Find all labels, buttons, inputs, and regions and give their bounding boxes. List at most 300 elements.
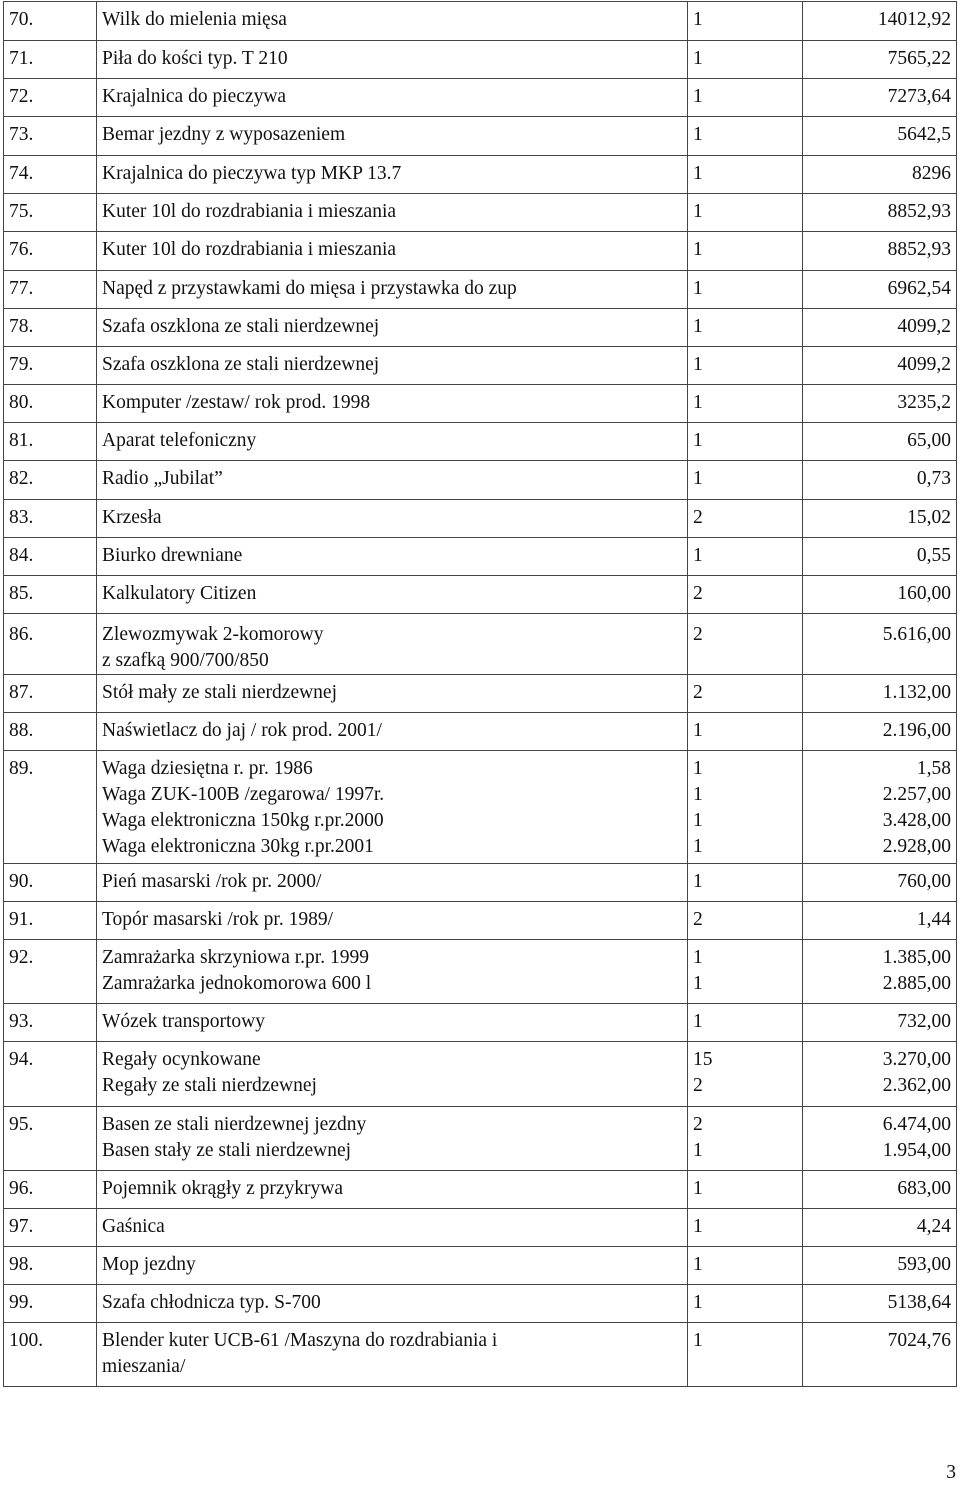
item-value: 683,00 [897,1178,951,1199]
table-row [4,1042,957,1107]
item-quantity: 1 [693,1330,703,1351]
item-quantity-cell [688,1209,803,1247]
item-number: 93. [9,1011,34,1032]
item-quantity: 1 [693,392,703,413]
item-value: 5138,64 [887,1292,951,1313]
table-row [4,1209,957,1247]
item-value-cell [803,232,957,271]
item-name: Naświetlacz do jaj / rok prod. 2001/ [102,720,382,741]
table-row [4,1285,957,1323]
item-quantity-cell [688,385,803,423]
item-number-cell [4,1042,97,1107]
item-value: 7565,22 [887,48,951,69]
item-name: Krzesła [102,507,162,528]
item-quantity-cell [688,271,803,309]
item-name: z szafką 900/700/850 [102,650,269,671]
item-quantity-cell [688,461,803,500]
item-value: 1,44 [916,909,951,930]
item-number: 91. [9,909,34,930]
item-number-cell [4,232,97,271]
table-row [4,423,957,461]
item-quantity-cell [688,1285,803,1323]
item-number: 96. [9,1178,34,1199]
item-value-cell [803,461,957,500]
item-quantity: 1 [693,201,703,222]
table-row [4,232,957,271]
item-quantity: 1 [693,545,703,566]
table-row [4,576,957,614]
item-quantity: 2 [693,1075,703,1096]
item-number: 83. [9,507,34,528]
item-quantity: 1 [693,1254,703,1275]
item-name: Waga dziesiętna r. pr. 1986 [102,758,313,779]
item-name: Krajalnica do pieczywa typ MKP 13.7 [102,163,402,184]
item-name-cell [97,309,688,347]
item-value-cell [803,940,957,1004]
item-number: 80. [9,392,34,413]
item-name-cell [97,385,688,423]
item-number-cell [4,864,97,902]
item-name: Kuter 10l do rozdrabiania i mieszania [102,201,397,222]
item-name: Waga elektroniczna 30kg r.pr.2001 [102,836,374,857]
item-value: 2.928,00 [882,836,951,857]
item-value: 1.132,00 [882,682,951,703]
item-number: 99. [9,1292,34,1313]
item-quantity: 1 [693,1140,703,1161]
item-name-cell [97,1285,688,1323]
item-value: 160,00 [897,583,951,604]
item-name: Stół mały ze stali nierdzewnej [102,682,338,703]
table-row [4,713,957,751]
item-quantity-cell [688,347,803,385]
table-row [4,271,957,309]
item-value: 8852,93 [887,239,951,260]
item-quantity-cell [688,79,803,117]
table-row [4,156,957,194]
item-name-cell [97,271,688,309]
table-row [4,940,957,1004]
item-number-cell [4,2,97,41]
item-quantity-cell [688,675,803,713]
table-row [4,117,957,156]
item-value: 5642,5 [897,124,951,145]
item-name: Zamrażarka skrzyniowa r.pr. 1999 [102,947,369,968]
item-value-cell [803,902,957,940]
item-number-cell [4,1209,97,1247]
item-value-cell [803,713,957,751]
item-name: Zlewozmywak 2-komorowy [102,624,324,645]
item-name-cell [97,1247,688,1285]
item-value: 8852,93 [887,201,951,222]
item-name: Aparat telefoniczny [102,430,257,451]
table-row [4,538,957,576]
item-number-cell [4,1171,97,1209]
item-number-cell [4,1285,97,1323]
item-name-cell [97,1171,688,1209]
item-value-cell [803,1171,957,1209]
item-value: 2.196,00 [882,720,951,741]
item-value-cell [803,79,957,117]
item-value-cell [803,1107,957,1171]
item-number: 89. [9,758,34,779]
item-quantity: 1 [693,48,703,69]
item-number-cell [4,713,97,751]
item-quantity-cell [688,1004,803,1042]
item-value-cell [803,309,957,347]
item-number-cell [4,385,97,423]
item-name-cell [97,41,688,79]
item-quantity-cell [688,2,803,41]
item-name: Pień masarski /rok pr. 2000/ [102,871,322,892]
item-quantity: 1 [693,720,703,741]
item-quantity: 2 [693,682,703,703]
table-row [4,41,957,79]
item-quantity-cell [688,232,803,271]
item-name: Regały ocynkowane [102,1049,261,1070]
item-name: Zamrażarka jednokomorowa 600 l [102,973,372,994]
item-number-cell [4,940,97,1004]
item-quantity-cell [688,751,803,864]
table-row [4,1171,957,1209]
item-quantity-cell [688,1171,803,1209]
item-quantity: 2 [693,909,703,930]
table-row [4,675,957,713]
item-number: 73. [9,124,34,145]
item-number-cell [4,675,97,713]
item-value: 0,73 [916,468,951,489]
item-number-cell [4,79,97,117]
item-name: Waga elektroniczna 150kg r.pr.2000 [102,810,384,831]
item-value: 4099,2 [897,316,951,337]
item-number-cell [4,500,97,538]
item-value: 1.954,00 [882,1140,951,1161]
item-quantity-cell [688,713,803,751]
item-number: 82. [9,468,34,489]
item-quantity: 15 [693,1049,713,1070]
item-name: Wózek transportowy [102,1011,265,1032]
table-row [4,194,957,232]
item-quantity: 1 [693,163,703,184]
item-name: Krajalnica do pieczywa [102,86,287,107]
item-quantity: 1 [693,1216,703,1237]
item-number: 71. [9,48,34,69]
item-quantity: 2 [693,583,703,604]
item-number-cell [4,156,97,194]
item-name: Szafa oszklona ze stali nierdzewnej [102,354,380,375]
item-number: 97. [9,1216,34,1237]
item-name: Kalkulatory Citizen [102,583,257,604]
item-name-cell [97,751,688,864]
item-value: 7024,76 [887,1330,951,1351]
item-quantity-cell [688,423,803,461]
item-number-cell [4,117,97,156]
item-value-cell [803,347,957,385]
item-quantity: 1 [693,430,703,451]
item-quantity: 1 [693,784,703,805]
item-name: Komputer /zestaw/ rok prod. 1998 [102,392,371,413]
item-value-cell [803,538,957,576]
item-value: 2.362,00 [882,1075,951,1096]
item-number: 84. [9,545,34,566]
item-quantity: 1 [693,1178,703,1199]
item-name: Waga ZUK-100B /zegarowa/ 1997r. [102,784,385,805]
item-quantity: 1 [693,871,703,892]
item-value-cell [803,1323,957,1387]
item-value: 65,00 [907,430,951,451]
item-value: 3.270,00 [882,1049,951,1070]
item-value-cell [803,385,957,423]
item-name: Bemar jezdny z wyposazeniem [102,124,346,145]
item-name-cell [97,461,688,500]
item-quantity-cell [688,41,803,79]
item-value: 4,24 [916,1216,951,1237]
page-number: 3 [946,1462,956,1483]
item-number: 79. [9,354,34,375]
item-name-cell [97,1323,688,1387]
item-name: Radio „Jubilat” [102,468,223,489]
item-name-cell [97,940,688,1004]
item-number: 94. [9,1049,34,1070]
item-name: Topór masarski /rok pr. 1989/ [102,909,333,930]
item-quantity: 1 [693,973,703,994]
item-value-cell [803,1042,957,1107]
item-name-cell [97,713,688,751]
item-value: 15,02 [907,507,951,528]
item-quantity: 1 [693,124,703,145]
item-number: 85. [9,583,34,604]
item-quantity: 1 [693,278,703,299]
item-name: Biurko drewniane [102,545,243,566]
item-quantity: 1 [693,1292,703,1313]
item-quantity-cell [688,1107,803,1171]
item-number-cell [4,194,97,232]
item-name: Blender kuter UCB-61 /Maszyna do rozdrabiania i [102,1330,498,1351]
item-value-cell [803,1285,957,1323]
item-value: 1.385,00 [882,947,951,968]
item-quantity-cell [688,500,803,538]
item-value-cell [803,864,957,902]
item-name-cell [97,194,688,232]
item-value: 7273,64 [887,86,951,107]
inventory-table [3,1,957,1387]
item-value: 5.616,00 [882,624,951,645]
item-name-cell [97,347,688,385]
item-quantity: 1 [693,9,703,30]
item-quantity: 1 [693,836,703,857]
item-quantity-cell [688,1323,803,1387]
item-value: 593,00 [897,1254,951,1275]
item-number-cell [4,576,97,614]
item-value-cell [803,1209,957,1247]
item-name-cell [97,1004,688,1042]
item-quantity-cell [688,194,803,232]
item-number-cell [4,423,97,461]
table-row [4,751,957,864]
item-value-cell [803,156,957,194]
item-quantity: 2 [693,507,703,528]
item-name-cell [97,538,688,576]
item-value-cell [803,2,957,41]
item-quantity-cell [688,940,803,1004]
item-quantity-cell [688,1247,803,1285]
item-number: 76. [9,239,34,260]
item-name-cell [97,79,688,117]
item-number-cell [4,1247,97,1285]
item-quantity: 1 [693,947,703,968]
item-value: 2.885,00 [882,973,951,994]
item-name: Kuter 10l do rozdrabiania i mieszania [102,239,397,260]
table-row [4,461,957,500]
item-value-cell [803,500,957,538]
table-row [4,385,957,423]
item-name: Basen stały ze stali nierdzewnej [102,1140,352,1161]
item-name: Regały ze stali nierdzewnej [102,1075,317,1096]
item-quantity: 1 [693,86,703,107]
item-name: Basen ze stali nierdzewnej jezdny [102,1114,367,1135]
item-value-cell [803,751,957,864]
item-quantity: 1 [693,239,703,260]
item-value: 3.428,00 [882,810,951,831]
table-row [4,347,957,385]
item-value-cell [803,423,957,461]
item-value: 6.474,00 [882,1114,951,1135]
item-name-cell [97,2,688,41]
item-name: Szafa chłodnicza typ. S-700 [102,1292,321,1313]
item-number: 74. [9,163,34,184]
item-quantity-cell [688,309,803,347]
item-number: 70. [9,9,34,30]
item-number-cell [4,271,97,309]
item-number: 88. [9,720,34,741]
item-value: 6962,54 [887,278,951,299]
item-name-cell [97,1107,688,1171]
inventory-table-body [4,2,957,1387]
table-row [4,79,957,117]
item-name: Napęd z przystawkami do mięsa i przystawka do zup [102,278,517,299]
item-value-cell [803,271,957,309]
table-row [4,1247,957,1285]
item-quantity-cell [688,1042,803,1107]
item-name: Gaśnica [102,1216,165,1237]
item-name: Mop jezdny [102,1254,196,1275]
item-quantity-cell [688,538,803,576]
item-name-cell [97,500,688,538]
item-value: 732,00 [897,1011,951,1032]
table-row [4,1323,957,1387]
table-row [4,864,957,902]
item-name-cell [97,1042,688,1107]
table-row [4,902,957,940]
item-quantity: 1 [693,468,703,489]
item-number-cell [4,538,97,576]
item-number: 78. [9,316,34,337]
item-name: mieszania/ [102,1356,186,1377]
item-value: 1,58 [916,758,951,779]
item-name-cell [97,232,688,271]
item-value: 8296 [912,163,951,184]
item-value-cell [803,1004,957,1042]
item-value-cell [803,41,957,79]
item-number-cell [4,347,97,385]
item-number-cell [4,614,97,675]
item-value-cell [803,614,957,675]
item-name: Pojemnik okrągły z przykrywa [102,1178,343,1199]
item-number: 90. [9,871,34,892]
table-row [4,1004,957,1042]
item-value: 0,55 [916,545,951,566]
item-quantity: 2 [693,624,703,645]
item-quantity-cell [688,864,803,902]
item-quantity-cell [688,614,803,675]
item-name: Szafa oszklona ze stali nierdzewnej [102,316,380,337]
item-number: 75. [9,201,34,222]
item-quantity: 1 [693,316,703,337]
item-quantity: 1 [693,1011,703,1032]
item-number-cell [4,41,97,79]
item-name-cell [97,614,688,675]
item-number: 100. [9,1330,44,1351]
item-number-cell [4,461,97,500]
table-row [4,309,957,347]
item-value: 3235,2 [897,392,951,413]
item-value-cell [803,675,957,713]
item-name-cell [97,117,688,156]
item-name-cell [97,1209,688,1247]
item-value-cell [803,576,957,614]
item-name-cell [97,864,688,902]
item-name: Wilk do mielenia mięsa [102,9,287,30]
item-number-cell [4,309,97,347]
item-quantity: 1 [693,758,703,779]
item-quantity-cell [688,117,803,156]
item-quantity: 1 [693,810,703,831]
item-number-cell [4,1323,97,1387]
item-number: 81. [9,430,34,451]
item-number-cell [4,751,97,864]
item-value: 14012,92 [877,9,951,30]
item-quantity-cell [688,156,803,194]
item-value-cell [803,117,957,156]
item-number: 95. [9,1114,34,1135]
item-value: 2.257,00 [882,784,951,805]
item-number: 77. [9,278,34,299]
table-row [4,2,957,41]
item-name-cell [97,423,688,461]
item-number-cell [4,1107,97,1171]
item-name-cell [97,156,688,194]
item-quantity-cell [688,576,803,614]
item-name-cell [97,675,688,713]
item-quantity-cell [688,902,803,940]
item-name-cell [97,576,688,614]
item-number: 86. [9,624,34,645]
item-value-cell [803,1247,957,1285]
item-number: 98. [9,1254,34,1275]
table-row [4,1107,957,1171]
item-number: 87. [9,682,34,703]
item-number-cell [4,1004,97,1042]
item-number-cell [4,902,97,940]
item-value: 760,00 [897,871,951,892]
item-quantity: 2 [693,1114,703,1135]
item-name-cell [97,902,688,940]
item-value-cell [803,194,957,232]
table-row [4,500,957,538]
item-number: 72. [9,86,34,107]
item-value: 4099,2 [897,354,951,375]
table-row [4,614,957,675]
item-quantity: 1 [693,354,703,375]
